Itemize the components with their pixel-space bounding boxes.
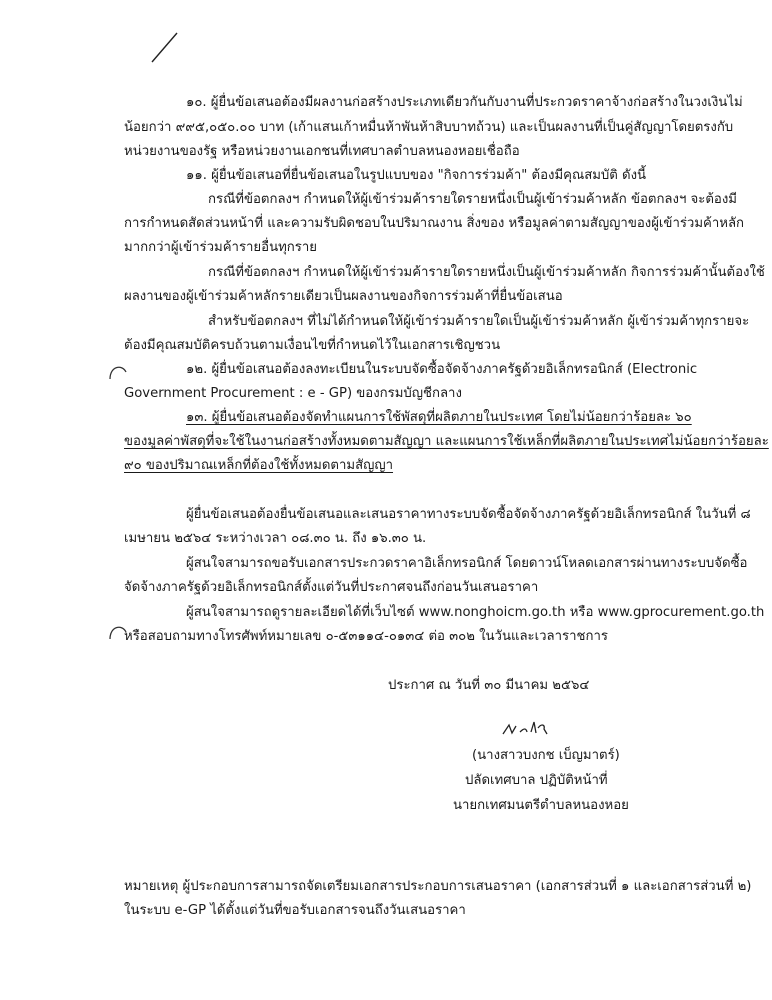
item10-line3: หน่วยงานของรัฐ หรือหน่วยงานเอกชนที่เทศบาลตำบลหนองหอยเชื่อถือ bbox=[124, 144, 520, 159]
announce-date: ประกาศ ณ วันที่ ๓๐ มีนาคม ๒๕๖๔ bbox=[388, 678, 590, 693]
pen-stroke-mark bbox=[150, 30, 180, 64]
item11-p3-line2: ต้องมีคุณสมบัติครบถ้วนตามเงื่อนไขที่กำหนดไว้ในเอกสารเชิญชวน bbox=[124, 338, 501, 353]
item13-line3: ๙๐ ของปริมาณเหล็กที่ต้องใช้ทั้งหมดตามสัญญา bbox=[124, 458, 394, 473]
signatory-title-2: นายกเทศมนตรีตำบลหนองหอย bbox=[453, 798, 629, 813]
item11-p2-line1: กรณีที่ข้อตกลงฯ กำหนดให้ผู้เข้าร่วมค้ารายใดรายหนึ่งเป็นผู้เข้าร่วมค้าหลัก กิจการร่วมค้านั้นต้องใช้ bbox=[208, 265, 765, 280]
signatory-name: (นางสาวบงกช เบ็ญมาตร์) bbox=[472, 748, 620, 763]
item10-line1: ๑๐. ผู้ยื่นข้อเสนอต้องมีผลงานก่อสร้างประเภทเดียวกันกับงานที่ประกวดราคาจ้างก่อสร้างในวงเงินไม่ bbox=[186, 95, 743, 110]
item11-line1: ๑๑. ผู้ยื่นข้อเสนอที่ยื่นข้อเสนอในรูปแบบของ "กิจการร่วมค้า" ต้องมีคุณสมบัติ ดังนี้ bbox=[186, 168, 647, 183]
item11-p1-line2: การกำหนดสัดส่วนหน้าที่ และความรับผิดชอบในปริมาณงาน สิ่งของ หรือมูลค่าตามสัญญาของผู้เข้าร่วมค้าหลัก bbox=[124, 216, 745, 231]
note-line1: หมายเหตุ ผู้ประกอบการสามารถจัดเตรียมเอกสารประกอบการเสนอราคา (เอกสารส่วนที่ ๑ และเอกสารส่วนที่ ๒) bbox=[124, 879, 752, 894]
item13-line1: ๑๓. ผู้ยื่นข้อเสนอต้องจัดทำแผนการใช้พัสดุที่ผลิตภายในประเทศ โดยไม่น้อยกว่าร้อยละ ๖๐ bbox=[186, 410, 692, 425]
note-line2: ในระบบ e-GP ได้ตั้งแต่วันที่ขอรับเอกสารจนถึงวันเสนอราคา bbox=[124, 903, 466, 918]
item10-line2: น้อยกว่า ๙๙๕,๐๕๐.๐๐ บาท (เก้าแสนเก้าหมื่นห้าพันห้าสิบบาทถ้วน) และเป็นผลงานที่เป็นคู่สัญญาโดยตรงกับ bbox=[124, 120, 734, 135]
contact-line2: หรือสอบถามทางโทรศัพท์หมายเลข ๐-๕๓๑๑๔-๐๑๓๔ ต่อ ๓๐๒ ในวันและเวลาราชการ bbox=[124, 629, 608, 644]
submission-line2: เมษายน ๒๕๖๔ ระหว่างเวลา ๐๘.๓๐ น. ถึง ๑๖.๓๐ น. bbox=[124, 531, 427, 546]
contact-line1: ผู้สนใจสามารถดูรายละเอียดได้ที่เว็บไซต์ www.nonghoicm.go.th หรือ www.gprocurement.go.th bbox=[186, 605, 765, 620]
item13-line2: ของมูลค่าพัสดุที่จะใช้ในงานก่อสร้างทั้งหมดตามสัญญา และแผนการใช้เหล็กที่ผลิตภายในประเทศไม่น้อยกว่าร้อยละ bbox=[124, 434, 769, 449]
item11-p1-line3: มากกว่าผู้เข้าร่วมค้ารายอื่นทุกราย bbox=[124, 240, 317, 255]
margin-arc-mark bbox=[104, 360, 130, 382]
signatory-title-1: ปลัดเทศบาล ปฏิบัติหน้าที่ bbox=[465, 773, 608, 788]
item11-p1-line1: กรณีที่ข้อตกลงฯ กำหนดให้ผู้เข้าร่วมค้ารายใดรายหนึ่งเป็นผู้เข้าร่วมค้าหลัก ข้อตกลงฯ จะต้องมี bbox=[208, 192, 737, 207]
item11-p3-line1: สำหรับข้อตกลงฯ ที่ไม่ได้กำหนดให้ผู้เข้าร่วมค้ารายใดเป็นผู้เข้าร่วมค้าหลัก ผู้เข้าร่วมค้าทุกรายจะ bbox=[208, 314, 750, 329]
submission-line1: ผู้ยื่นข้อเสนอต้องยื่นข้อเสนอและเสนอราคาทางระบบจัดซื้อจัดจ้างภาครัฐด้วยอิเล็กทรอนิกส์ ในวันที่ ๘ bbox=[186, 507, 751, 522]
download-line1: ผู้สนใจสามารถขอรับเอกสารประกวดราคาอิเล็กทรอนิกส์ โดยดาวน์โหลดเอกสารผ่านทางระบบจัดซื้อ bbox=[186, 556, 748, 571]
download-line2: จัดจ้างภาครัฐด้วยอิเล็กทรอนิกส์ตั้งแต่วันที่ประกาศจนถึงก่อนวันเสนอราคา bbox=[124, 580, 539, 595]
item11-p2-line2: ผลงานของผู้เข้าร่วมค้าหลักรายเดียวเป็นผลงานของกิจการร่วมค้าที่ยื่นข้อเสนอ bbox=[124, 289, 563, 304]
item12-line1: ๑๒. ผู้ยื่นข้อเสนอต้องลงทะเบียนในระบบจัดซื้อจัดจ้างภาครัฐด้วยอิเล็กทรอนิกส์ (Electronic bbox=[186, 362, 698, 377]
item12-line2: Government Procurement : e - GP) ของกรมบัญชีกลาง bbox=[124, 386, 462, 401]
handwritten-signature bbox=[500, 716, 560, 742]
